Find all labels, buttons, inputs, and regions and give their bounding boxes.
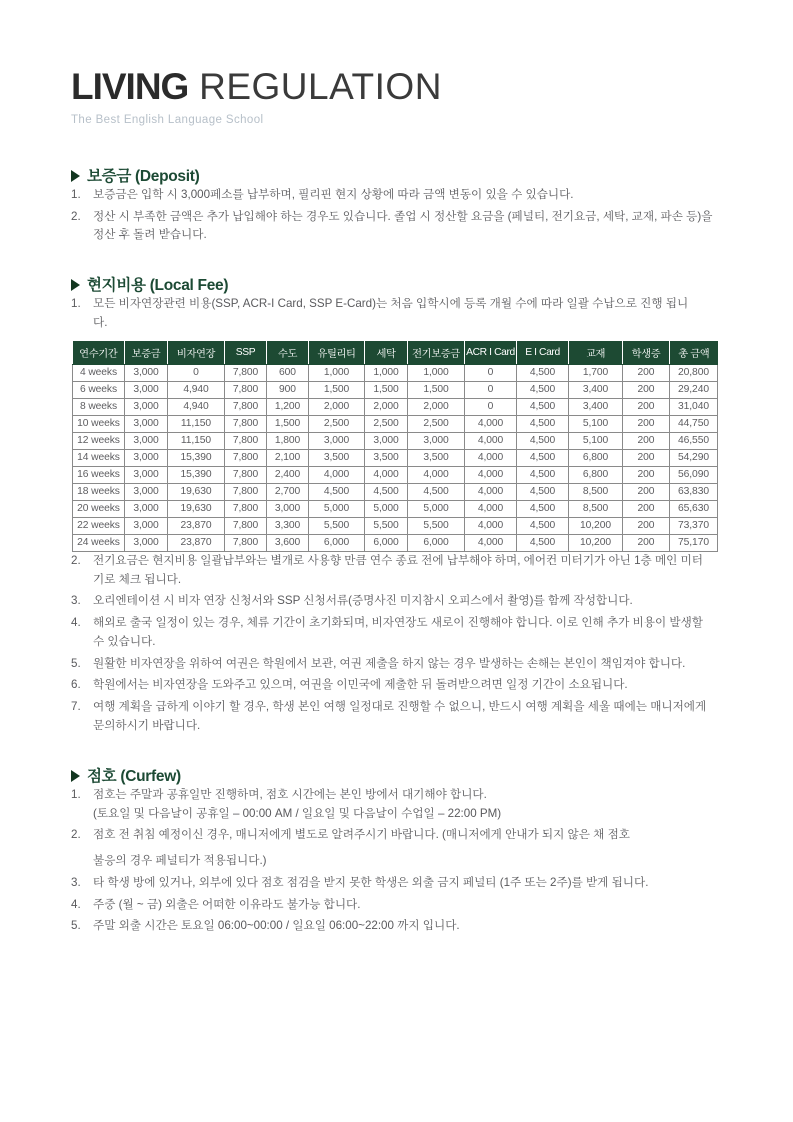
list-item bbox=[71, 614, 707, 652]
table-cell: 2,700 bbox=[267, 483, 309, 500]
table-cell: 2,500 bbox=[309, 415, 365, 432]
table-cell: 3,000 bbox=[267, 500, 309, 517]
table-cell: 4,000 bbox=[365, 466, 408, 483]
table-cell: 7,800 bbox=[225, 483, 267, 500]
table-cell-period: 4 weeks bbox=[73, 364, 125, 381]
section-heading-curfew-label: 점호 (Curfew) bbox=[87, 767, 181, 785]
table-cell: 200 bbox=[623, 534, 670, 551]
table-cell: 3,000 bbox=[125, 432, 168, 449]
list-item bbox=[71, 917, 707, 936]
list-item-text: 전기요금은 현지비용 일괄납부와는 별개로 사용향 만큼 연수 종료 전에 납부해야 하며, 에어컨 미터기가 아닌 1층 메인 미터기로 체크 됩니다. bbox=[93, 553, 703, 586]
column-header: 보증금 bbox=[125, 341, 168, 365]
section-heading-curfew bbox=[71, 764, 738, 786]
list-item-text: 주말 외출 시간은 토요일 06:00~00:00 / 일요일 06:00~22:00 까지 입니다. bbox=[93, 919, 460, 933]
table-cell: 46,550 bbox=[670, 432, 718, 449]
list-item-number: 6. bbox=[71, 678, 81, 692]
table-cell: 2,500 bbox=[408, 415, 465, 432]
table-cell: 23,870 bbox=[168, 534, 225, 551]
table-cell: 1,500 bbox=[309, 381, 365, 398]
table-cell: 4,500 bbox=[517, 466, 569, 483]
column-header: 학생증 bbox=[623, 341, 670, 365]
table-cell: 3,000 bbox=[125, 517, 168, 534]
table-cell-period: 18 weeks bbox=[73, 483, 125, 500]
table-cell: 15,390 bbox=[168, 449, 225, 466]
list-item bbox=[71, 786, 707, 824]
table-cell: 3,000 bbox=[408, 432, 465, 449]
section-heading-local-fee-label: 현지비용 (Local Fee) bbox=[87, 277, 229, 295]
table-cell: 1,500 bbox=[267, 415, 309, 432]
list-item-line: 점호는 주말과 공휴일만 진행하며, 점호 시간에는 본인 방에서 대기해야 합니다. bbox=[93, 787, 487, 801]
table-cell: 56,090 bbox=[670, 466, 718, 483]
table-cell: 3,000 bbox=[125, 449, 168, 466]
table-row bbox=[73, 432, 718, 449]
table-body bbox=[73, 364, 718, 551]
column-header: 세탁 bbox=[365, 341, 408, 365]
local-fee-list-rest bbox=[71, 552, 707, 736]
table-cell: 4,000 bbox=[408, 466, 465, 483]
table-cell: 3,000 bbox=[125, 466, 168, 483]
list-item bbox=[71, 874, 707, 893]
table-cell: 4,500 bbox=[517, 500, 569, 517]
list-item-text: 정산 시 부족한 금액은 추가 납입해야 하는 경우도 있습니다. 졸업 시 정산할 요금을 (페널티, 전기요금, 세탁, 교재, 파손 등)을 정산 후 돌려 받습니다. bbox=[93, 209, 713, 242]
table-row bbox=[73, 483, 718, 500]
table-cell: 7,800 bbox=[225, 449, 267, 466]
table-cell: 4,000 bbox=[465, 500, 517, 517]
title-light: REGULATION bbox=[188, 66, 442, 107]
table-cell: 0 bbox=[465, 381, 517, 398]
table-cell-period: 10 weeks bbox=[73, 415, 125, 432]
table-cell: 3,300 bbox=[267, 517, 309, 534]
table-cell: 8,500 bbox=[569, 483, 623, 500]
list-item-text: 주중 (월 ~ 금) 외출은 어떠한 이유라도 불가능 합니다. bbox=[93, 897, 361, 911]
section-curfew bbox=[55, 764, 738, 936]
table-cell: 4,000 bbox=[465, 449, 517, 466]
list-item-text bbox=[93, 786, 707, 824]
table-cell: 5,500 bbox=[408, 517, 465, 534]
table-cell: 5,000 bbox=[408, 500, 465, 517]
table-cell: 7,800 bbox=[225, 517, 267, 534]
triangle-right-icon bbox=[71, 770, 80, 782]
table-cell: 4,940 bbox=[168, 398, 225, 415]
table-cell: 4,000 bbox=[309, 466, 365, 483]
list-item-number: 2. bbox=[71, 209, 81, 223]
deposit-list bbox=[71, 186, 721, 245]
table-cell: 11,150 bbox=[168, 415, 225, 432]
table-cell-period: 16 weeks bbox=[73, 466, 125, 483]
list-item bbox=[71, 676, 707, 695]
list-item bbox=[71, 592, 707, 611]
table-cell: 2,400 bbox=[267, 466, 309, 483]
list-item-subline: (토요일 및 다음날이 공휴일 – 00:00 AM / 일요일 및 다음날이 수업일 – 22:00 PM) bbox=[93, 806, 502, 820]
title-bold: LIVING bbox=[71, 66, 189, 107]
table-cell: 4,500 bbox=[309, 483, 365, 500]
masthead bbox=[55, 0, 738, 126]
table-cell: 200 bbox=[623, 500, 670, 517]
table-cell: 8,500 bbox=[569, 500, 623, 517]
list-item-text: 여행 계획을 급하게 이야기 할 경우, 학생 본인 여행 일정대로 진행할 수 없으니, 반드시 여행 계획을 세울 때에는 매니저에게 문의하시기 바랍니다. bbox=[93, 700, 707, 732]
table-cell: 7,800 bbox=[225, 466, 267, 483]
table-cell-period: 6 weeks bbox=[73, 381, 125, 398]
table-cell: 3,000 bbox=[125, 415, 168, 432]
column-header: SSP bbox=[225, 341, 267, 365]
table-cell: 200 bbox=[623, 415, 670, 432]
section-heading-local-fee bbox=[71, 273, 738, 295]
table-cell: 3,000 bbox=[125, 500, 168, 517]
list-item-number: 4. bbox=[71, 897, 81, 911]
table-cell: 1,800 bbox=[267, 432, 309, 449]
table-row bbox=[73, 466, 718, 483]
table-cell: 6,000 bbox=[408, 534, 465, 551]
table-cell: 7,800 bbox=[225, 381, 267, 398]
table-cell: 600 bbox=[267, 364, 309, 381]
table-row bbox=[73, 364, 718, 381]
table-cell: 4,500 bbox=[517, 364, 569, 381]
list-item-number: 5. bbox=[71, 656, 81, 670]
table-cell: 3,000 bbox=[125, 483, 168, 500]
table-cell-period: 22 weeks bbox=[73, 517, 125, 534]
table-cell-period: 20 weeks bbox=[73, 500, 125, 517]
table-cell: 10,200 bbox=[569, 517, 623, 534]
table-row bbox=[73, 500, 718, 517]
table-cell: 2,000 bbox=[309, 398, 365, 415]
table-cell: 5,500 bbox=[309, 517, 365, 534]
list-item bbox=[71, 208, 721, 246]
table-cell: 6,800 bbox=[569, 466, 623, 483]
table-cell: 63,830 bbox=[670, 483, 718, 500]
table-cell: 15,390 bbox=[168, 466, 225, 483]
table-cell: 4,500 bbox=[517, 534, 569, 551]
table-cell: 5,000 bbox=[309, 500, 365, 517]
table-cell: 4,500 bbox=[517, 483, 569, 500]
table-cell-period: 14 weeks bbox=[73, 449, 125, 466]
table-cell: 4,000 bbox=[465, 483, 517, 500]
table-cell: 4,000 bbox=[465, 432, 517, 449]
list-item-text bbox=[93, 826, 707, 871]
list-item-text: 해외로 출국 일정이 있는 경우, 체류 기간이 초기화되며, 비자연장도 새로이 진행해야 합니다. 이로 인해 추가 비용이 발생할 수 있습니다. bbox=[93, 616, 703, 648]
table-cell: 0 bbox=[465, 398, 517, 415]
column-header: 교재 bbox=[569, 341, 623, 365]
list-item-number: 1. bbox=[71, 187, 81, 201]
column-header: 전기보증금 bbox=[408, 341, 465, 365]
list-item-text: 모든 비자연장관련 비용(SSP, ACR-I Card, SSP E-Card)는 처음 입학시에 등록 개월 수에 따라 일괄 수납으로 진행 됩니다. bbox=[93, 297, 689, 329]
table-cell: 44,750 bbox=[670, 415, 718, 432]
table-cell: 2,100 bbox=[267, 449, 309, 466]
column-header: 유틸리티 bbox=[309, 341, 365, 365]
list-item bbox=[71, 186, 721, 205]
table-cell: 4,500 bbox=[517, 517, 569, 534]
curfew-list bbox=[71, 786, 707, 936]
table-cell: 3,500 bbox=[408, 449, 465, 466]
list-item-text: 원활한 비자연장을 위하여 여권은 학원에서 보관, 여권 제출을 하지 않는 경우 발생하는 손해는 본인이 책임져야 합니다. bbox=[93, 656, 686, 670]
list-item-number: 3. bbox=[71, 594, 81, 608]
table-cell: 3,000 bbox=[125, 364, 168, 381]
table-cell: 1,500 bbox=[365, 381, 408, 398]
list-item-number: 4. bbox=[71, 616, 81, 630]
section-heading-deposit-label: 보증금 (Deposit) bbox=[87, 167, 200, 185]
table-cell: 7,800 bbox=[225, 500, 267, 517]
table-cell: 65,630 bbox=[670, 500, 718, 517]
table-row bbox=[73, 517, 718, 534]
list-item bbox=[71, 826, 707, 871]
table-cell: 200 bbox=[623, 381, 670, 398]
table-cell: 0 bbox=[465, 364, 517, 381]
column-header: 비자연장 bbox=[168, 341, 225, 365]
table-cell: 6,000 bbox=[309, 534, 365, 551]
table-cell: 31,040 bbox=[670, 398, 718, 415]
table-row bbox=[73, 398, 718, 415]
table-cell: 7,800 bbox=[225, 364, 267, 381]
table-row bbox=[73, 381, 718, 398]
list-item-number: 2. bbox=[71, 828, 81, 842]
table-cell: 5,500 bbox=[365, 517, 408, 534]
table-cell: 2,000 bbox=[365, 398, 408, 415]
table-cell: 5,100 bbox=[569, 432, 623, 449]
table-cell: 200 bbox=[623, 364, 670, 381]
list-item-number: 1. bbox=[71, 787, 81, 801]
table-cell: 5,100 bbox=[569, 415, 623, 432]
table-cell: 19,630 bbox=[168, 500, 225, 517]
table-cell-period: 8 weeks bbox=[73, 398, 125, 415]
table-cell: 200 bbox=[623, 483, 670, 500]
list-item-number: 5. bbox=[71, 919, 81, 933]
table-cell: 3,500 bbox=[365, 449, 408, 466]
list-item-number: 1. bbox=[71, 297, 81, 311]
table-cell: 29,240 bbox=[670, 381, 718, 398]
table-cell: 54,290 bbox=[670, 449, 718, 466]
page-subtitle: The Best English Language School bbox=[71, 113, 264, 126]
list-item-subline: 불응의 경우 페널티가 적용됩니다.) bbox=[93, 854, 267, 868]
local-fee-table bbox=[72, 341, 718, 552]
table-cell: 1,000 bbox=[365, 364, 408, 381]
table-cell: 19,630 bbox=[168, 483, 225, 500]
table-cell: 200 bbox=[623, 517, 670, 534]
table-cell: 4,500 bbox=[517, 432, 569, 449]
section-heading-deposit bbox=[71, 164, 738, 186]
list-item bbox=[71, 295, 701, 333]
table-cell: 2,000 bbox=[408, 398, 465, 415]
page-title bbox=[71, 68, 738, 107]
section-local-fee bbox=[55, 273, 738, 736]
table-header-row bbox=[73, 341, 718, 365]
table-cell: 3,500 bbox=[309, 449, 365, 466]
table-cell: 4,500 bbox=[517, 381, 569, 398]
table-cell: 3,400 bbox=[569, 398, 623, 415]
triangle-right-icon bbox=[71, 279, 80, 291]
column-header: 수도 bbox=[267, 341, 309, 365]
table-cell: 1,500 bbox=[408, 381, 465, 398]
table-cell: 7,800 bbox=[225, 432, 267, 449]
table-cell: 7,800 bbox=[225, 398, 267, 415]
table-cell: 3,400 bbox=[569, 381, 623, 398]
table-cell: 6,800 bbox=[569, 449, 623, 466]
list-item-text: 학원에서는 비자연장을 도와주고 있으며, 여권을 이민국에 제출한 뒤 돌려받으려면 일정 기간이 소요됩니다. bbox=[93, 678, 628, 692]
table-row bbox=[73, 415, 718, 432]
table-cell: 10,200 bbox=[569, 534, 623, 551]
table-header bbox=[73, 341, 718, 365]
table-cell: 1,700 bbox=[569, 364, 623, 381]
table-cell: 5,000 bbox=[365, 500, 408, 517]
table-cell: 4,000 bbox=[465, 534, 517, 551]
table-cell: 4,500 bbox=[365, 483, 408, 500]
local-fee-list-top bbox=[71, 295, 701, 333]
table-cell: 200 bbox=[623, 466, 670, 483]
table-cell: 1,200 bbox=[267, 398, 309, 415]
table-cell: 73,370 bbox=[670, 517, 718, 534]
table-cell: 3,000 bbox=[309, 432, 365, 449]
table-cell: 7,800 bbox=[225, 415, 267, 432]
list-item-line: 점호 전 취침 예정이신 경우, 매니저에게 별도로 알려주시기 바랍니다. (매니저에게 안내가 되지 않은 채 점호 bbox=[93, 828, 630, 842]
table-cell: 7,800 bbox=[225, 534, 267, 551]
list-item-text: 오리엔테이션 시 비자 연장 신청서와 SSP 신청서류(증명사진 미지참시 오피스에서 촬영)를 함께 작성합니다. bbox=[93, 594, 633, 608]
column-header: E I Card bbox=[517, 341, 569, 365]
table-cell: 4,000 bbox=[465, 466, 517, 483]
column-header: ACR I Card bbox=[465, 341, 517, 365]
table-cell: 1,000 bbox=[408, 364, 465, 381]
table-cell-period: 12 weeks bbox=[73, 432, 125, 449]
table-cell: 200 bbox=[623, 432, 670, 449]
table-cell: 1,000 bbox=[309, 364, 365, 381]
table-cell: 0 bbox=[168, 364, 225, 381]
table-cell: 3,000 bbox=[125, 534, 168, 551]
table-cell: 4,500 bbox=[517, 398, 569, 415]
table-cell: 4,000 bbox=[465, 517, 517, 534]
list-item bbox=[71, 655, 707, 674]
list-item bbox=[71, 896, 707, 915]
table-cell: 4,940 bbox=[168, 381, 225, 398]
column-header: 총 금액 bbox=[670, 341, 718, 365]
table-row bbox=[73, 449, 718, 466]
list-item-number: 2. bbox=[71, 553, 81, 567]
table-cell: 75,170 bbox=[670, 534, 718, 551]
table-cell: 200 bbox=[623, 398, 670, 415]
table-cell: 200 bbox=[623, 449, 670, 466]
table-cell: 23,870 bbox=[168, 517, 225, 534]
table-cell: 3,000 bbox=[125, 381, 168, 398]
triangle-right-icon bbox=[71, 170, 80, 182]
list-item-text: 보증금은 입학 시 3,000페소를 납부하며, 필리핀 현지 상황에 따라 금액 변동이 있을 수 있습니다. bbox=[93, 187, 574, 201]
list-item bbox=[71, 698, 707, 736]
table-cell: 6,000 bbox=[365, 534, 408, 551]
table-cell: 2,500 bbox=[365, 415, 408, 432]
list-item-number: 7. bbox=[71, 700, 81, 714]
table-row bbox=[73, 534, 718, 551]
table-cell-period: 24 weeks bbox=[73, 534, 125, 551]
section-deposit bbox=[55, 164, 738, 245]
table-cell: 4,500 bbox=[408, 483, 465, 500]
table-cell: 3,000 bbox=[365, 432, 408, 449]
table-cell: 20,800 bbox=[670, 364, 718, 381]
table-cell: 4,500 bbox=[517, 449, 569, 466]
table-cell: 4,500 bbox=[517, 415, 569, 432]
list-item-text: 타 학생 방에 있거나, 외부에 있다 점호 점검을 받지 못한 학생은 외출 금지 페널티 (1주 또는 2주)를 받게 됩니다. bbox=[93, 875, 649, 889]
list-item bbox=[71, 552, 707, 590]
table-cell: 3,000 bbox=[125, 398, 168, 415]
table-cell: 4,000 bbox=[465, 415, 517, 432]
list-item-number: 3. bbox=[71, 875, 81, 889]
table-cell: 11,150 bbox=[168, 432, 225, 449]
column-header: 연수기간 bbox=[73, 341, 125, 365]
table-cell: 3,600 bbox=[267, 534, 309, 551]
table-cell: 900 bbox=[267, 381, 309, 398]
